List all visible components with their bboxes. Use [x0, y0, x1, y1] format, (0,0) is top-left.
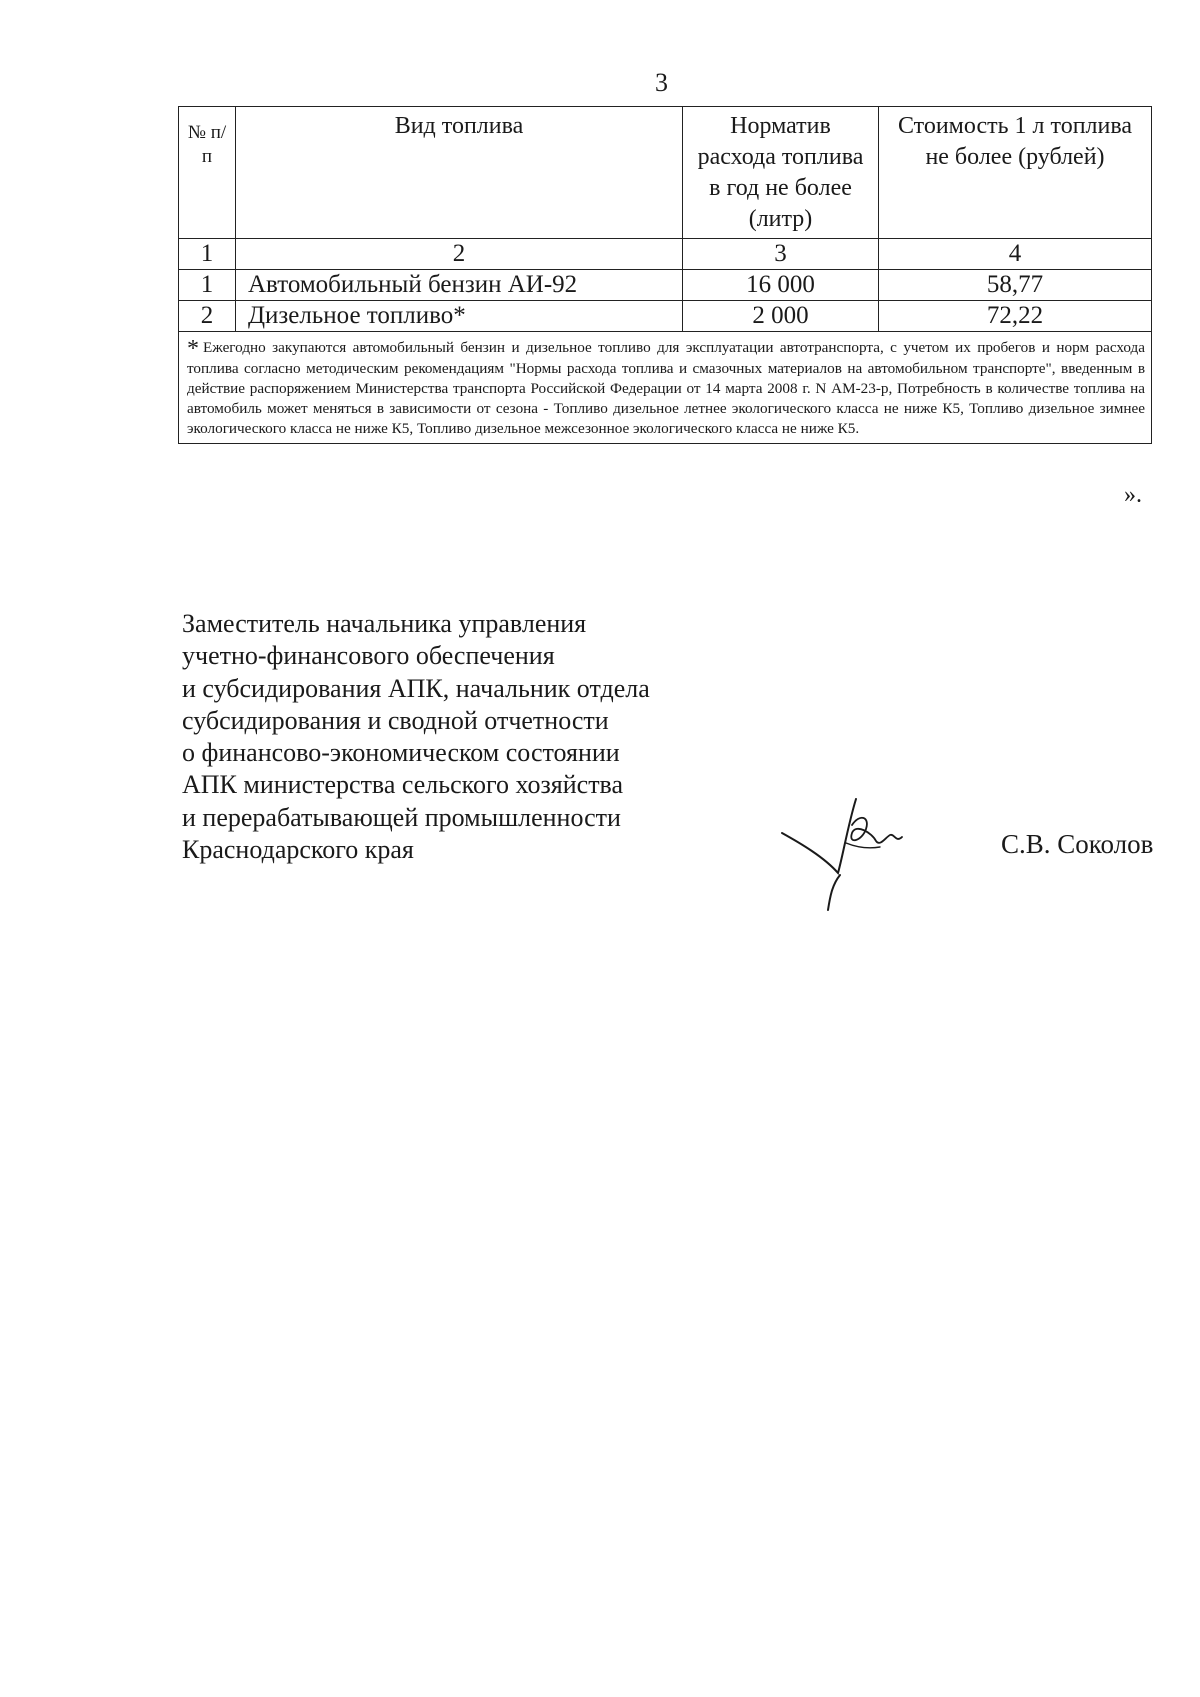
signatory-position [182, 608, 650, 866]
header-row-number: № п/п [179, 107, 236, 239]
fuel-norms-table [178, 106, 1152, 444]
header-fuel-type: Вид топлива [236, 107, 683, 239]
fuel-price-cell: 72,22 [879, 301, 1152, 332]
signatory-line: о финансово-экономическом состоянии [182, 738, 620, 768]
header-consumption-norm: Норматив расхода топлива в год не более (литр) [683, 107, 879, 239]
column-index: 2 [236, 239, 683, 270]
footnote-marker: * [187, 336, 199, 362]
handwritten-signature [780, 785, 920, 915]
row-number: 2 [179, 301, 236, 332]
signatory-line: субсидирования и сводной отчетности [182, 705, 609, 735]
fuel-type-cell: Дизельное топливо* [236, 301, 683, 332]
fuel-price-cell: 58,77 [879, 270, 1152, 301]
signatory-line: и субсидирования АПК, начальник отдела [182, 673, 650, 703]
row-number: 1 [179, 270, 236, 301]
footnote-text: Ежегодно закупаются автомобильный бензин и дизельное топливо для эксплуатации автотранспорта, с учетом их пробегов и норм расхода топлива согласно методическим рекомендациям "Нормы расхода топлива и смазочных материалов на автомобильном транспорте", введенным в действие распоряжением Министерства транспорта Российской Федерации от 14 марта 2008 г. N АМ-23-р, Потребность в количестве топлива на автомобиль может меняться в зависимости от сезона - Топливо дизельное летнее экологического класса не ниже К5, Топливо дизельное зимнее экологического класса не ниже К5, Топливо дизельное межсезонное экологического класса не ниже К5. [187, 339, 1145, 437]
table-index-row [179, 239, 1152, 270]
signatory-line: Краснодарского края [182, 835, 414, 865]
signatory-line: и перерабатывающей промышленности [182, 802, 621, 832]
column-index: 4 [879, 239, 1152, 270]
header-fuel-price: Стоимость 1 л топлива не более (рублей) [879, 107, 1152, 239]
signer-name: С.В. Соколов [1001, 829, 1154, 859]
table-row [179, 270, 1152, 301]
page-number: 3 [655, 68, 668, 97]
closing-quote: ». [1124, 482, 1142, 508]
signatory-line: Заместитель начальника управления [182, 609, 587, 638]
table-row [179, 301, 1152, 332]
footnote-row [179, 332, 1152, 444]
fuel-type-cell: Автомобильный бензин АИ-92 [236, 270, 683, 301]
footnote-cell [179, 332, 1152, 444]
table-header-row [179, 107, 1152, 239]
consumption-norm-cell: 16 000 [683, 270, 879, 301]
column-index: 3 [683, 239, 879, 270]
column-index: 1 [179, 239, 236, 270]
consumption-norm-cell: 2 000 [683, 301, 879, 332]
signatory-line: учетно-финансового обеспечения [182, 641, 555, 671]
signatory-line: АПК министерства сельского хозяйства [182, 770, 624, 800]
